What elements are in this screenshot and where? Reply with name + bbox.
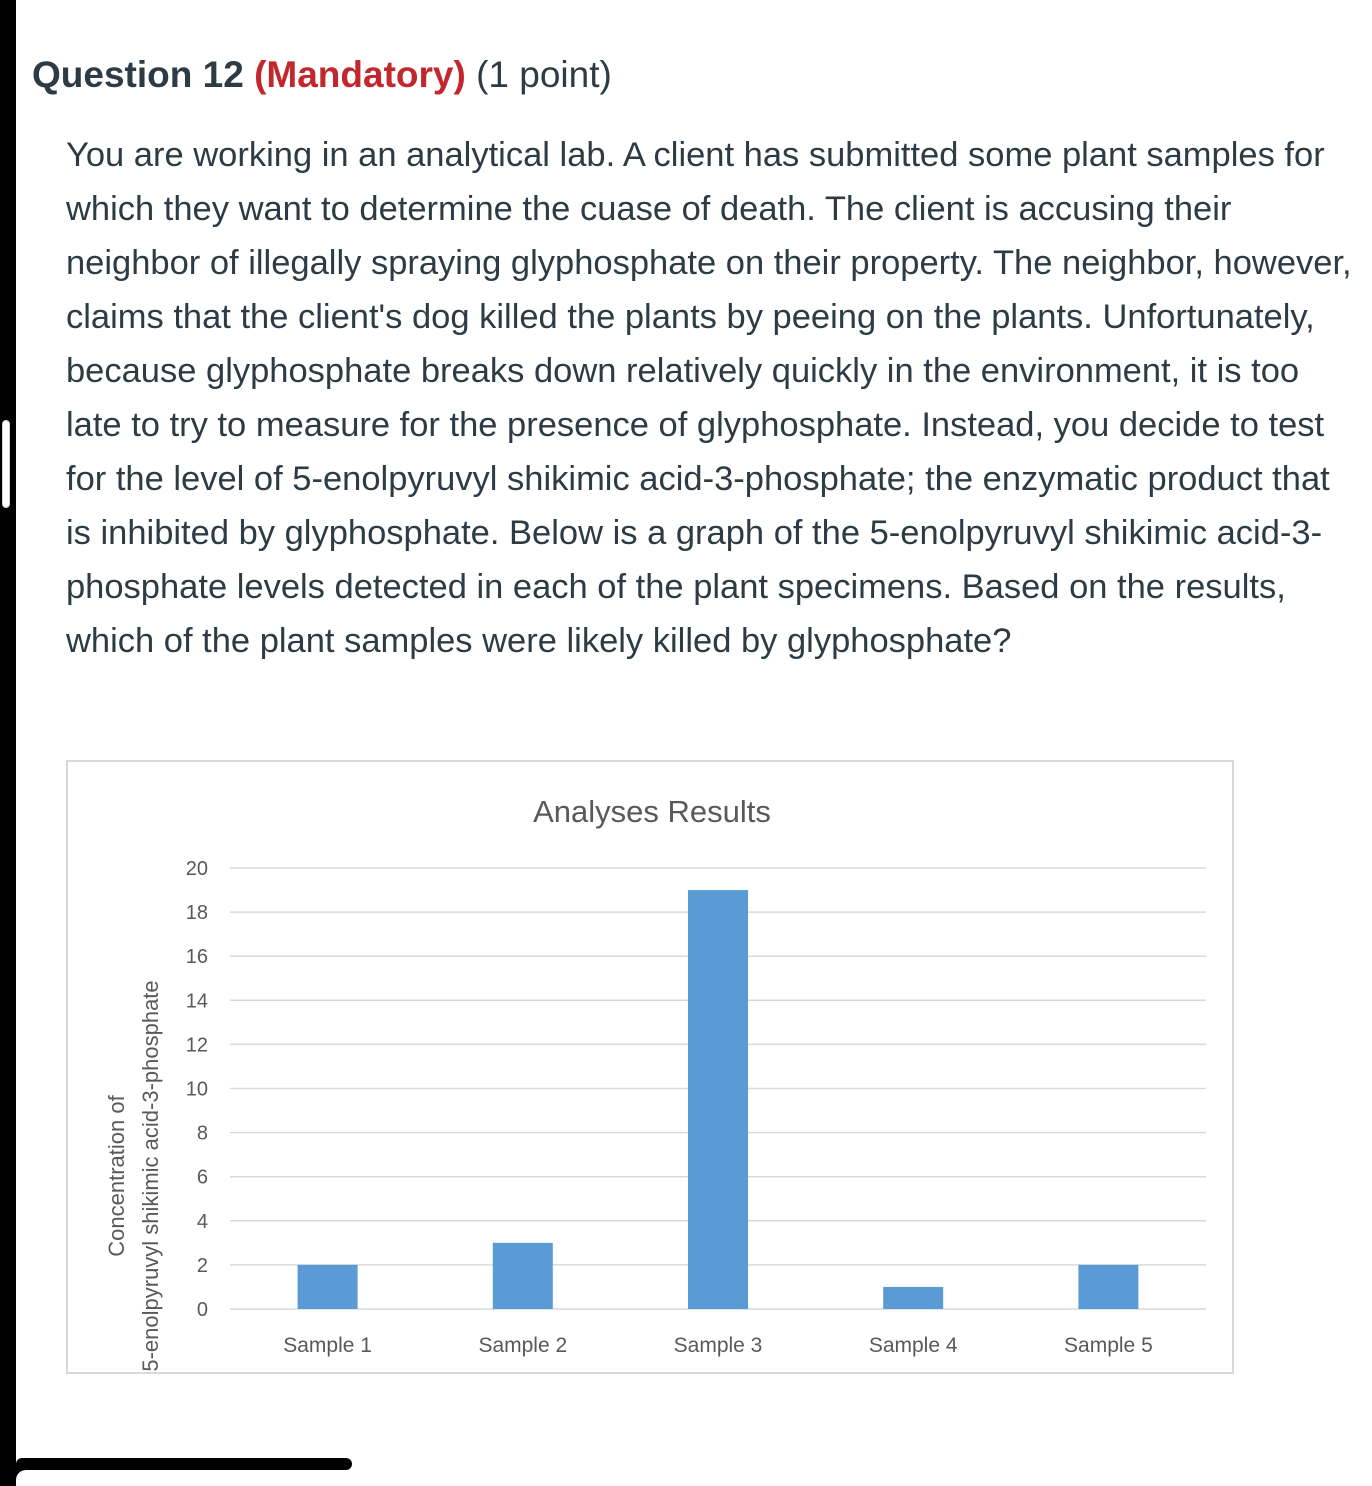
- y-tick-label: 6: [196, 1166, 208, 1189]
- y-tick-label: 14: [185, 990, 208, 1013]
- home-indicator-bar: [16, 1458, 352, 1470]
- left-scroll-rail: [0, 0, 16, 1486]
- x-category-label: Sample 5: [1064, 1334, 1153, 1357]
- y-tick-label: 18: [185, 902, 208, 925]
- points-label: (1 point): [476, 54, 612, 95]
- y-tick-label: 10: [185, 1078, 208, 1101]
- chart-frame: [66, 760, 1234, 1374]
- chart-title: Analyses Results: [533, 794, 771, 829]
- y-tick-label: 12: [185, 1034, 208, 1057]
- scrollbar-thumb[interactable]: [2, 420, 10, 508]
- x-category-label: Sample 4: [868, 1334, 958, 1357]
- bar-sample-5: [1078, 1265, 1138, 1309]
- bar-sample-2: [493, 1243, 553, 1309]
- y-tick-label: 2: [196, 1254, 208, 1277]
- x-category-label: Sample 3: [673, 1334, 763, 1357]
- bar-chart: [68, 762, 1232, 1372]
- y-tick-label: 16: [185, 946, 208, 969]
- bar-sample-3: [688, 890, 748, 1309]
- frame-corner-inner: [16, 1470, 36, 1486]
- bar-sample-4: [883, 1287, 943, 1309]
- y-tick-label: 20: [185, 858, 208, 880]
- y-axis-label-line1: Concentration of: [104, 1095, 129, 1257]
- bar-sample-1: [298, 1265, 358, 1309]
- x-category-label: Sample 2: [478, 1334, 568, 1357]
- question-header: [32, 54, 612, 96]
- x-category-label: Sample 1: [283, 1334, 372, 1357]
- y-tick-label: 4: [196, 1210, 208, 1233]
- mandatory-label: (Mandatory): [254, 54, 466, 95]
- y-axis-label-line2: 5-enolpyruvyl shikimic acid-3-phosphate: [138, 980, 163, 1372]
- question-title: Question 12: [32, 54, 244, 95]
- y-tick-label: 0: [196, 1299, 208, 1321]
- question-text: You are working in an analytical lab. A client has submitted some plant samples for which they want to determine the cuase of death. The client is accusing their neighbor of illegally spraying glyphosphate on their property. The neighbor, however, claims that the client's dog killed the plants by peeing on the plants. Unfortunately, because glyphosphate breaks down relatively quickly in the environment, it is too late to try to measure for the presence of glyphosphate. Instead, you decide to test for the level of 5-enolpyruvyl shikimic acid-3-phosphate; the enzymatic product that is inhibited by glyphosphate. Below is a graph of the 5-enolpyruvyl shikimic acid-3-phosphate levels detected in each of the plant specimens. Based on the results, which of the plant samples were likely killed by glyphosphate?: [66, 136, 1352, 660]
- y-tick-label: 8: [196, 1122, 208, 1145]
